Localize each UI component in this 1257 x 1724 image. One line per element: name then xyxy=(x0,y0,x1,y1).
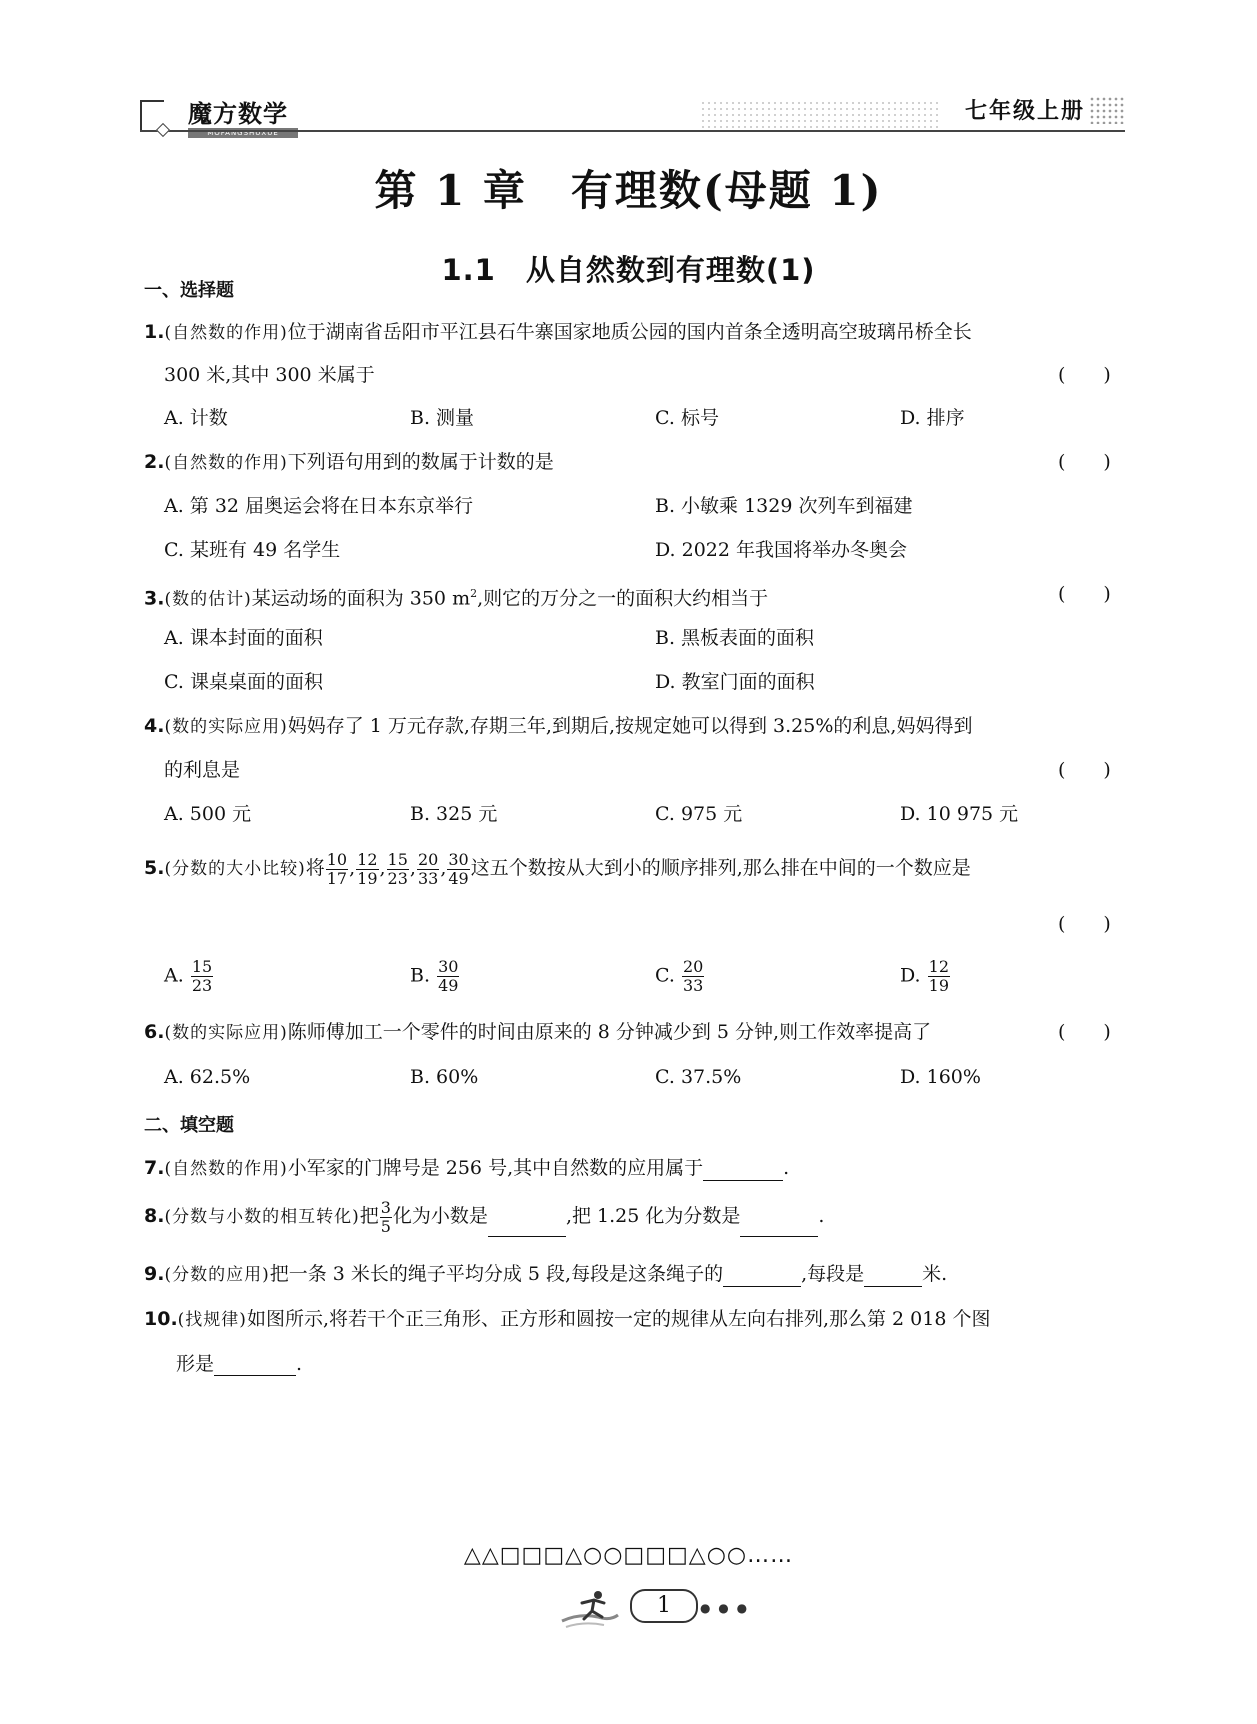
question-2 xyxy=(144,450,1124,475)
answer-blank[interactable] xyxy=(864,1268,922,1287)
option-d[interactable]: D. 排序 xyxy=(900,407,965,429)
question-number: 1. xyxy=(144,321,165,343)
answer-paren[interactable]: ( ) xyxy=(1058,1021,1111,1043)
superscript: 2 xyxy=(470,587,478,600)
section-heading-choice: 一、选择题 xyxy=(144,280,234,301)
question-text: 如图所示,将若干个正三角形、正方形和圆按一定的规律从左向右排列,那么第 2 018 个图 xyxy=(246,1308,991,1330)
question-8: 8.(分数与小数的相互转化)把 $\frac{3}{5}$ 化为小数是 ,把 1.25 化为分数是 . xyxy=(144,1197,825,1236)
dots-icon: ● ● ● xyxy=(700,1601,750,1615)
question-number: 4. xyxy=(144,715,165,737)
answer-blank[interactable] xyxy=(703,1162,783,1181)
question-number: 5. xyxy=(144,857,165,879)
option-a[interactable]: A. 500 元 xyxy=(164,803,252,825)
answer-paren[interactable]: ( ) xyxy=(1058,583,1111,605)
fraction: $\frac{30}{49}$ xyxy=(438,957,459,995)
question-4-cont: 的利息是 xyxy=(164,759,241,781)
question-number: 7. xyxy=(144,1157,165,1179)
question-3 xyxy=(144,582,1124,611)
header-brand-sub: MOFANGSHUXUE xyxy=(188,128,298,138)
option-c[interactable]: C. 某班有 49 名学生 xyxy=(164,539,341,561)
question-tag: (数的估计) xyxy=(164,589,252,610)
question-7: 7.(自然数的作用)小军家的门牌号是 256 号,其中自然数的应用属于 . xyxy=(144,1157,790,1179)
question-number: 6. xyxy=(144,1021,165,1043)
answer-paren[interactable]: ( ) xyxy=(1058,364,1111,386)
header-grade: 七年级上册 xyxy=(964,98,1085,124)
header-rule xyxy=(140,130,1125,132)
question-tag: (找规律) xyxy=(177,1310,247,1330)
question-5: 5.(分数的大小比较)将 $\frac{10}{17}$ , $\frac{12}{19}$ , $\frac{15}{23}$ , $\frac{20}{33}$ , $\frac{30}{49}$ 这五个数按从大到小的顺序排列,那么排在中间的一个数应是 xyxy=(144,849,971,888)
answer-blank[interactable] xyxy=(488,1218,566,1237)
option-a[interactable]: A. 第 32 届奥运会将在日本东京举行 xyxy=(164,495,474,517)
fraction: $\frac{12}{19}$ xyxy=(357,849,378,888)
question-pre: 将 xyxy=(305,857,325,879)
option-b[interactable]: B. 测量 xyxy=(410,407,475,429)
question-1 xyxy=(144,320,1124,345)
option-a[interactable]: A. $\frac{15}{23}$ xyxy=(164,957,213,995)
question-10-cont: 形是 . xyxy=(176,1353,303,1375)
question-1-cont: 300 米,其中 300 米属于 xyxy=(164,364,375,386)
option-b[interactable]: B. 60% xyxy=(410,1066,479,1088)
option-a[interactable]: A. 课本封面的面积 xyxy=(164,627,323,649)
page-footer xyxy=(560,1583,760,1643)
fraction: $\frac{15}{23}$ xyxy=(387,849,408,888)
answer-paren[interactable]: ( ) xyxy=(1058,759,1111,781)
question-tag: (数的实际应用) xyxy=(164,1023,288,1043)
question-6 xyxy=(144,1020,1124,1045)
question-4 xyxy=(144,714,1124,739)
fraction: $\frac{3}{5}$ xyxy=(380,1197,391,1236)
question-tag: (分数的应用) xyxy=(164,1265,270,1285)
question-text: 这五个数按从大到小的顺序排列,那么排在中间的一个数应是 xyxy=(470,857,971,879)
fraction: $\frac{30}{49}$ xyxy=(448,849,469,888)
chapter-title: 第 1 章 有理数(母题 1) xyxy=(374,166,883,215)
runner-icon xyxy=(560,1587,620,1633)
option-b[interactable]: B. 小敏乘 1329 次列车到福建 xyxy=(655,495,913,517)
question-tag: (自然数的作用) xyxy=(164,453,288,473)
fraction: $\frac{10}{17}$ xyxy=(326,849,348,888)
option-c[interactable]: C. 37.5% xyxy=(655,1066,742,1088)
question-text: 位于湖南省岳阳市平江县石牛寨国家地质公园的国内首条全透明高空玻璃吊桥全长 xyxy=(287,321,972,343)
question-tag: (自然数的作用) xyxy=(164,1159,288,1179)
fraction: $\frac{12}{19}$ xyxy=(928,957,950,995)
fraction: $\frac{15}{23}$ xyxy=(191,957,213,995)
option-c[interactable]: C. 标号 xyxy=(655,407,719,429)
header-dot-pattern xyxy=(700,100,940,128)
shape-sequence: △△□□□△○○□□□△○○…… xyxy=(463,1543,794,1568)
question-text: 某运动场的面积为 350 m xyxy=(251,587,471,610)
option-c[interactable]: C. $\frac{20}{33}$ xyxy=(655,957,704,995)
option-d[interactable]: D. 教室门面的面积 xyxy=(655,671,815,693)
option-c[interactable]: C. 课桌桌面的面积 xyxy=(164,671,323,693)
question-number: 2. xyxy=(144,451,165,473)
question-tag: (数的实际应用) xyxy=(164,717,288,737)
question-tag: (分数的大小比较) xyxy=(164,859,306,879)
page-number: 1 xyxy=(630,1589,698,1623)
answer-blank[interactable] xyxy=(740,1218,818,1237)
answer-blank[interactable] xyxy=(723,1268,801,1287)
question-tag: (自然数的作用) xyxy=(164,323,288,343)
question-number: 8. xyxy=(144,1205,165,1227)
option-c[interactable]: C. 975 元 xyxy=(655,803,743,825)
answer-paren[interactable]: ( ) xyxy=(1058,913,1111,935)
fraction: $\frac{20}{33}$ xyxy=(682,957,704,995)
option-d[interactable]: D. 160% xyxy=(900,1066,981,1088)
answer-paren[interactable]: ( ) xyxy=(1058,451,1111,473)
question-text: 陈师傅加工一个零件的时间由原来的 8 分钟减少到 5 分钟,则工作效率提高了 xyxy=(287,1021,932,1043)
question-tag: (分数与小数的相互转化) xyxy=(164,1207,360,1227)
section-title: 1.1 从自然数到有理数(1) xyxy=(441,253,816,287)
answer-blank[interactable] xyxy=(214,1357,296,1376)
option-b[interactable]: B. $\frac{30}{49}$ xyxy=(410,957,459,995)
page-header xyxy=(140,88,1125,138)
question-number: 9. xyxy=(144,1263,165,1285)
option-a[interactable]: A. 计数 xyxy=(164,407,228,429)
question-text-2: ,则它的万分之一的面积大约相当于 xyxy=(477,587,769,610)
option-a[interactable]: A. 62.5% xyxy=(164,1066,251,1088)
fraction: $\frac{20}{33}$ xyxy=(417,849,439,888)
option-d[interactable]: D. 10 975 元 xyxy=(900,803,1019,825)
question-text: 妈妈存了 1 万元存款,存期三年,到期后,按规定她可以得到 3.25%的利息,妈妈得到 xyxy=(287,715,973,737)
question-number: 3. xyxy=(144,587,165,610)
question-9: 9.(分数的应用)把一条 3 米长的绳子平均分成 5 段,每段是这条绳子的 ,每段是 米. xyxy=(144,1263,948,1285)
question-text: 下列语句用到的数属于计数的是 xyxy=(287,451,554,473)
option-b[interactable]: B. 325 元 xyxy=(410,803,498,825)
question-text: 小军家的门牌号是 256 号,其中自然数的应用属于 xyxy=(287,1157,704,1179)
header-brand: 魔方数学 xyxy=(188,99,288,128)
question-number: 10. xyxy=(144,1308,178,1330)
option-b[interactable]: B. 黑板表面的面积 xyxy=(655,627,815,649)
header-dot-pattern-right xyxy=(1089,96,1125,124)
option-d[interactable]: D. $\frac{12}{19}$ xyxy=(900,957,950,995)
option-d[interactable]: D. 2022 年我国将举办冬奥会 xyxy=(655,539,908,561)
question-10 xyxy=(144,1307,1124,1332)
section-heading-fill: 二、填空题 xyxy=(144,1115,234,1136)
